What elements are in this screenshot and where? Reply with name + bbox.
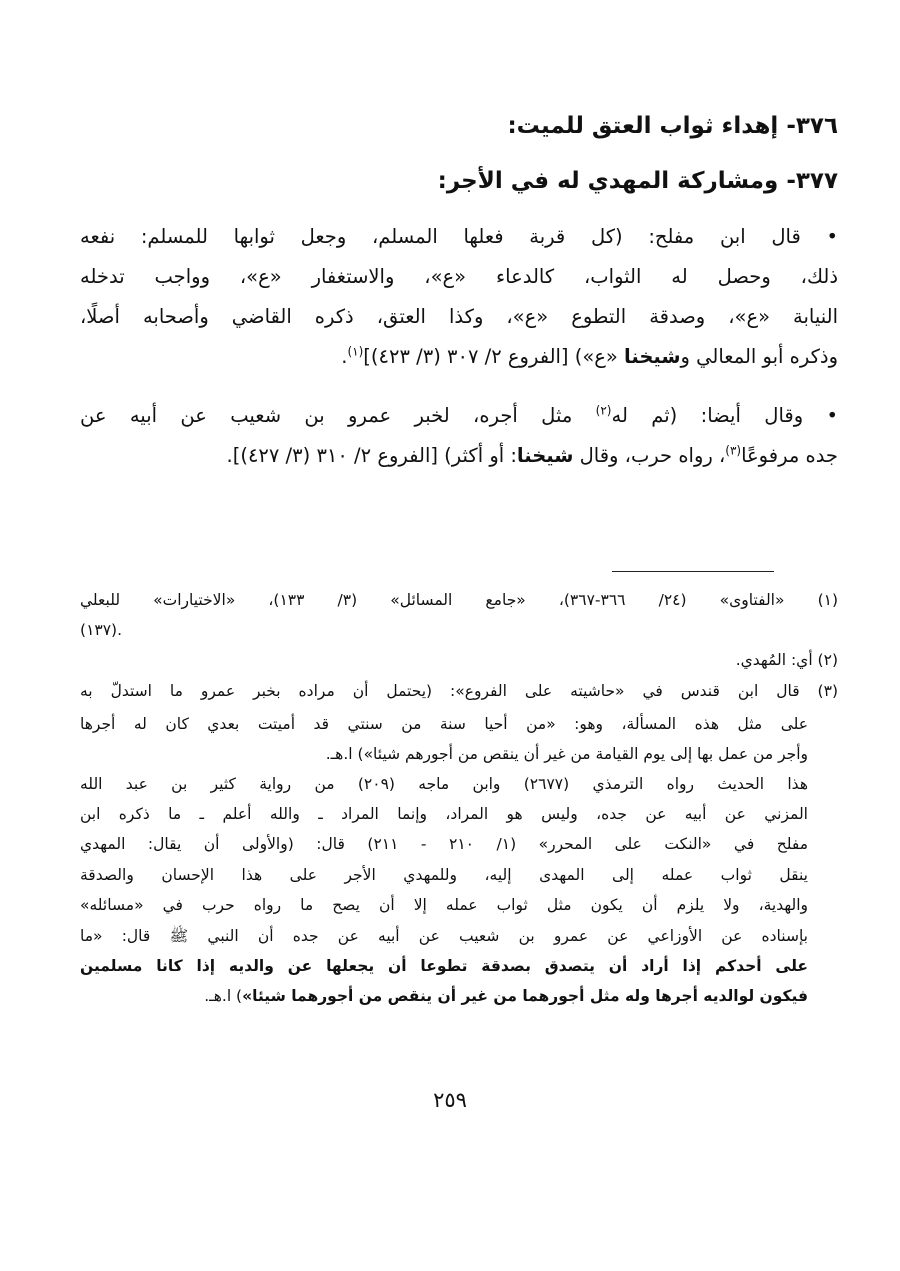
footnote-ref-3[interactable]: (٣) xyxy=(725,443,742,458)
hadith-text: فيكون لوالديه أجرها وله مثل أجورهما من غير أن ينقص من أجورهما شيئا» xyxy=(242,987,808,1005)
footnote-1-line2: (١٣٧). xyxy=(80,621,123,639)
para1-line3: النيابة «ع»، وصدقة التطوع «ع»، وكذا العتق، ذكره القاضي وأصحابه أصلًا، xyxy=(80,305,838,328)
para1-line4 xyxy=(80,345,838,368)
bold-term: شيخنا xyxy=(624,345,681,368)
text: • وقال أيضا: (ثم له xyxy=(611,404,839,427)
footnote-3-line2: على مثل هذه المسألة، وهو: «من أحيا سنة من سنتي قد أميتت بعدي كان له أجرها xyxy=(80,715,808,733)
footnote-3-line7: ينقل ثواب عمله إلى المهدى إليه، وللمهدي الأجر على هذا الإحسان والصدقة xyxy=(80,866,808,884)
bold-term: شيخنا xyxy=(516,444,574,467)
footnote-separator xyxy=(612,571,774,572)
heading-376: ٣٧٦- إهداء ثواب العتق للميت: xyxy=(507,113,838,139)
para1-line2: ذلك، وحصل له الثواب، كالدعاء «ع»، والاستغفار «ع»، وواجب تدخله xyxy=(80,265,838,288)
footnote-3-line5: المزني عن أبيه عن جده، وليس هو المراد، وإنما المراد ـ والله أعلم ـ ما ذكره ابن xyxy=(80,805,808,823)
footnote-3-line3: وأجر من عمل بها إلى يوم القيامة من غير أن ينقص من أجورهم شيئا») ا.هـ. xyxy=(325,745,808,763)
para2-line1 xyxy=(80,404,838,427)
footnote-3-line4: هذا الحديث رواه الترمذي (٢٦٧٧) وابن ماجه (٢٠٩) من رواية كثير بن عبد الله xyxy=(80,775,808,793)
footnote-3-line11 xyxy=(80,987,808,1005)
footnote-2: (٢) أي: المُهدي. xyxy=(735,651,838,669)
text: مثل أجره، لخبر عمرو بن شعيب عن أبيه عن xyxy=(80,404,596,427)
text: . xyxy=(341,345,348,368)
footnote-3-line8: والهدية، ولا يلزم أن يكون مثل ثواب عمله إلا أن يصح ما رواه حرب في «مسائله» xyxy=(80,896,808,914)
footnote-3-line10: على أحدكم إذا أراد أن يتصدق بصدقة تطوعا أن يجعلها عن والديه إذا كانا مسلمين xyxy=(80,957,808,975)
page-number: ٢٥٩ xyxy=(433,1088,467,1112)
footnote-3-line1: (٣) قال ابن قندس في «حاشيته على الفروع»: (يحتمل أن مراده بخبر عمرو ما استدلّ به xyxy=(80,682,838,700)
text: ) ا.هـ. xyxy=(204,987,243,1005)
footnote-ref-1[interactable]: (١) xyxy=(347,344,364,359)
footnote-1-line1: (١) «الفتاوى» (٢٤/ ٣٦٦-٣٦٧)، «جامع المسائل» (٣/ ١٣٣)، «الاختيارات» للبعلي xyxy=(80,591,839,609)
text: ، رواه حرب، وقال xyxy=(573,444,726,467)
text: : أو أكثر) [الفروع ٢/ ٣١٠ (٣/ ٤٢٧)]. xyxy=(226,444,517,467)
footnote-3-line9: بإسناده عن الأوزاعي عن عمرو بن شعيب عن أبيه عن جده أن النبي ﷺ قال: «ما xyxy=(80,927,808,945)
para1-line1: • قال ابن مفلح: (كل قربة فعلها المسلم، وجعل ثوابها للمسلم: نفعه xyxy=(80,225,838,248)
footnote-3-line6: مفلح في «النكت على المحرر» (١/ ٢١٠ - ٢١١) قال: (والأولى أن يقال: المهدي xyxy=(80,835,809,853)
heading-377: ٣٧٧- ومشاركة المهدي له في الأجر: xyxy=(437,168,838,194)
para2-line2 xyxy=(80,444,838,467)
text: وذكره أبو المعالي و xyxy=(680,345,838,368)
footnote-ref-2[interactable]: (٢) xyxy=(595,403,612,418)
text: «ع») [الفروع ٢/ ٣٠٧ (٣/ ٤٢٣)] xyxy=(363,345,625,368)
text: جده مرفوعًا xyxy=(741,444,838,467)
